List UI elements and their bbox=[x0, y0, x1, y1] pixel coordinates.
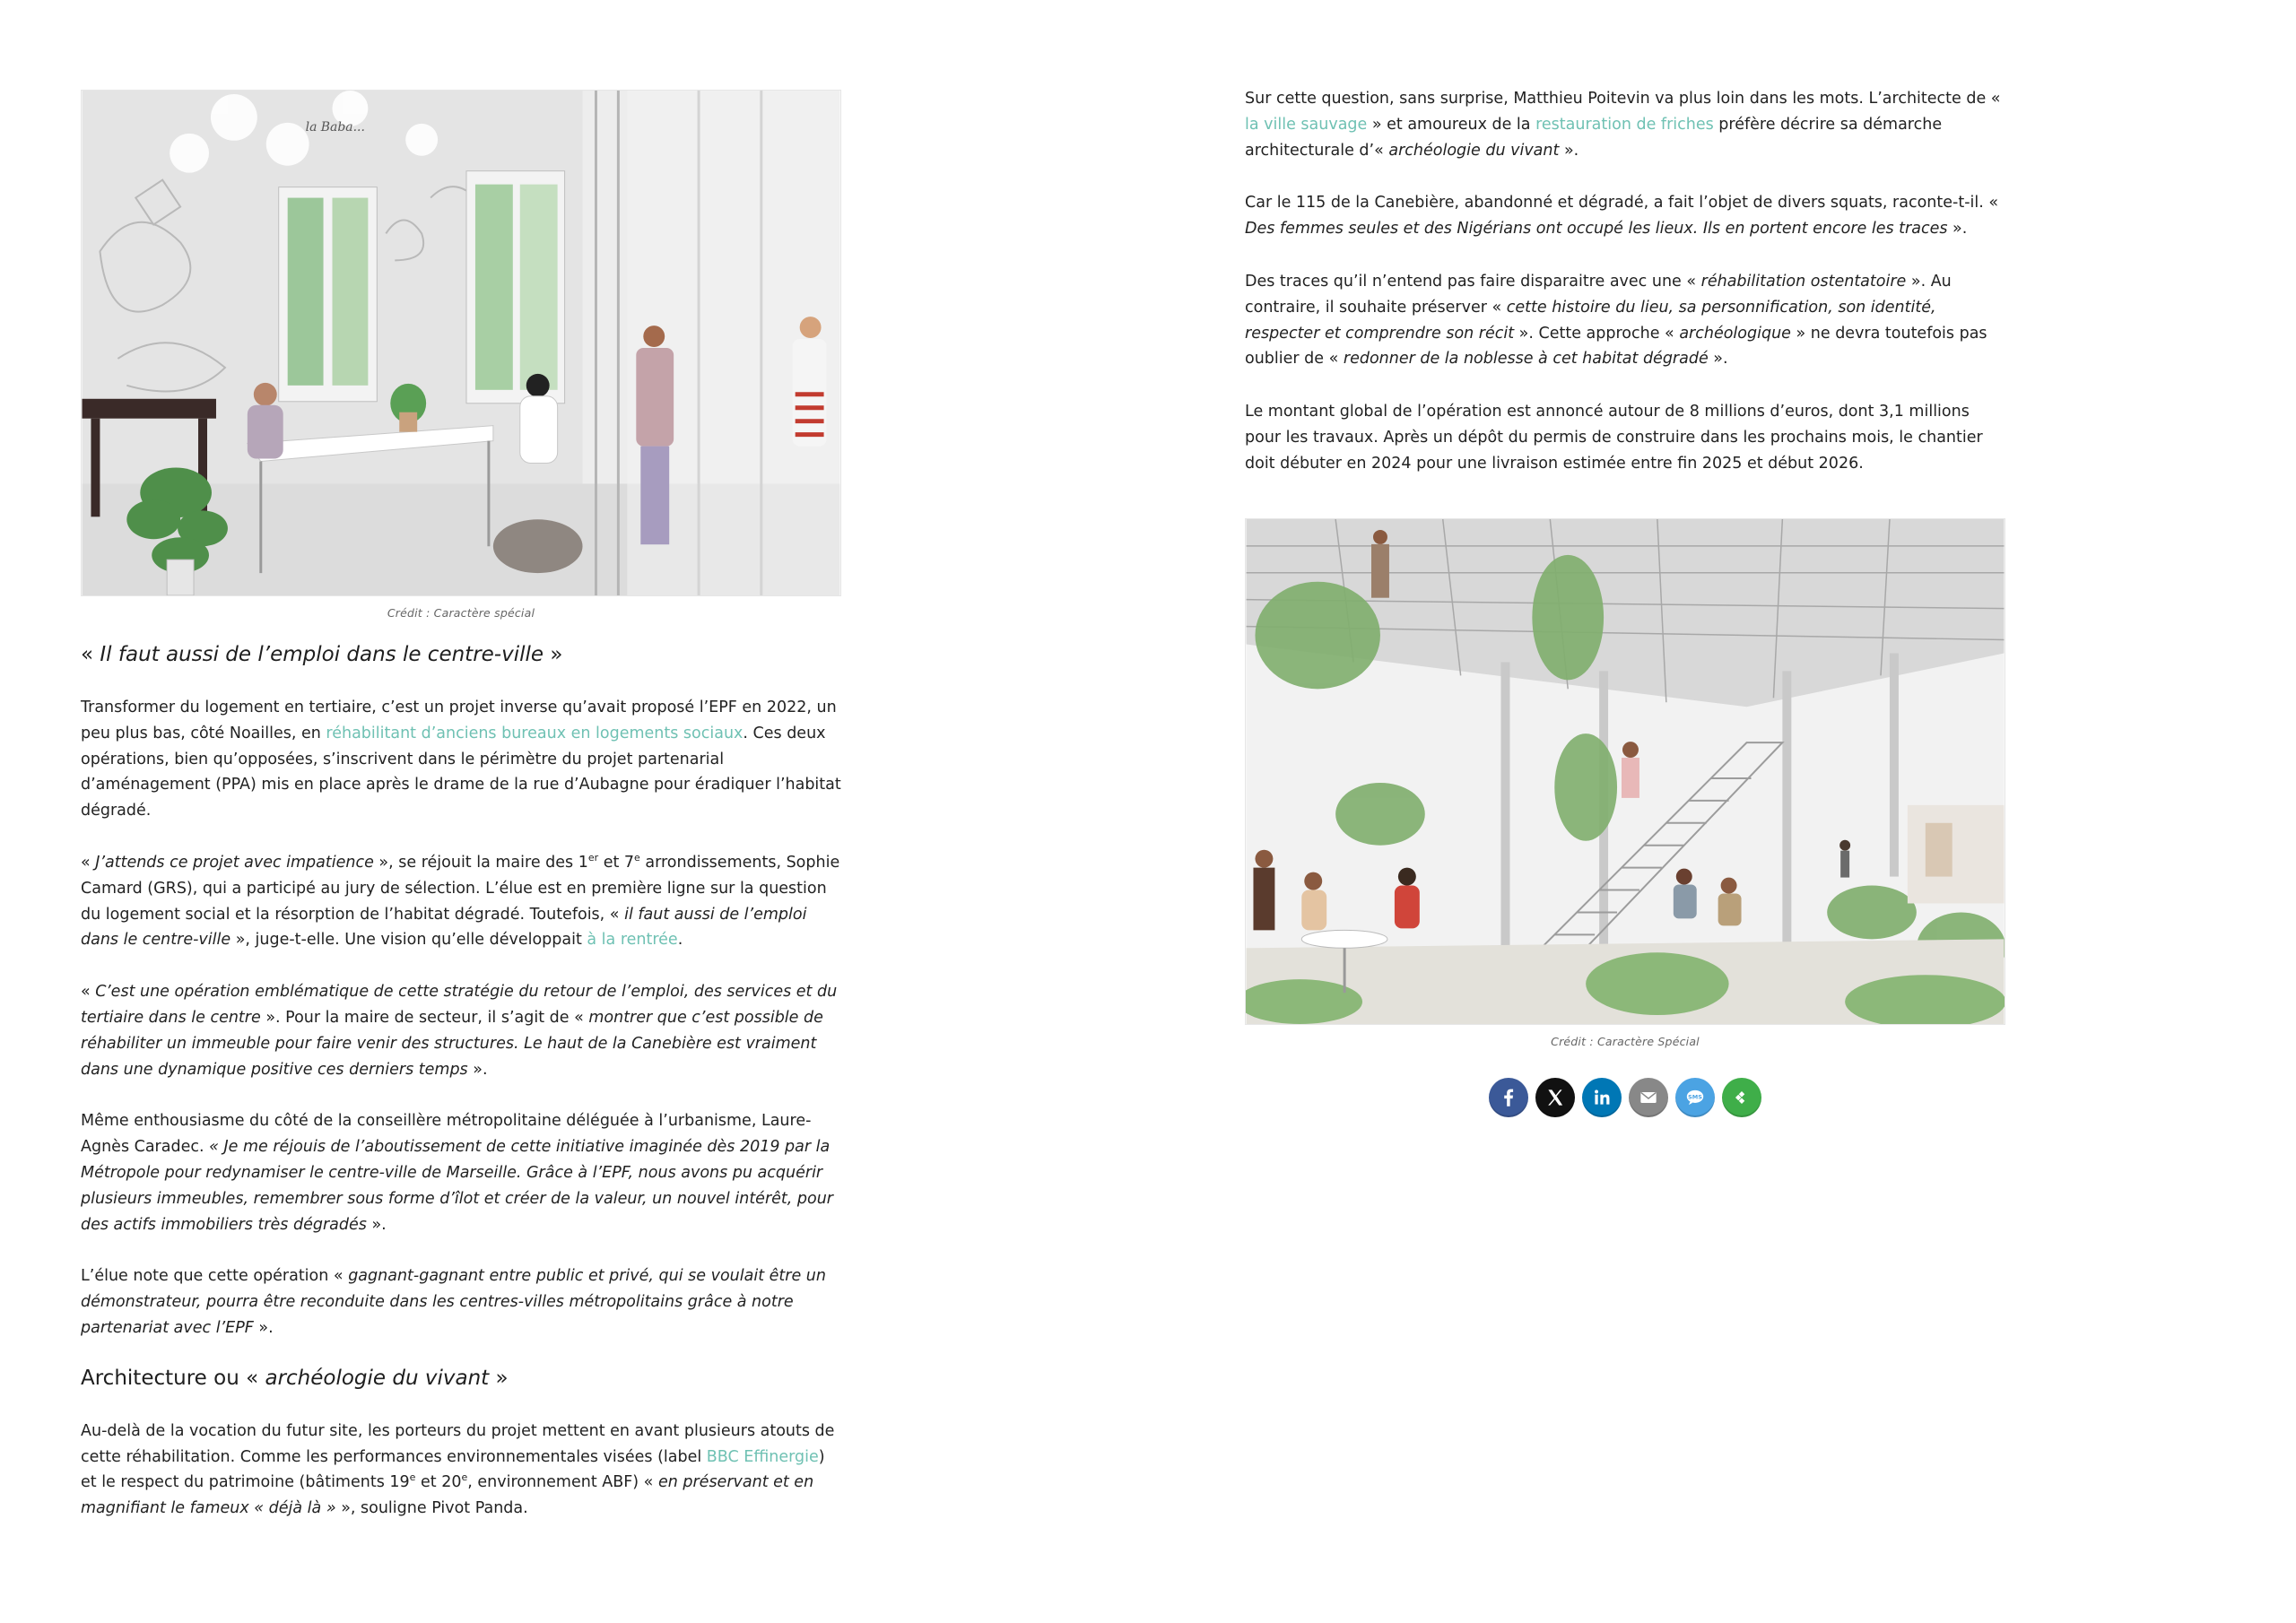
share-buttons bbox=[1245, 1078, 2005, 1117]
sms-share-button[interactable] bbox=[1675, 1078, 1715, 1117]
courtyard-illustration bbox=[1245, 518, 2005, 1025]
link-ville-sauvage[interactable]: la ville sauvage bbox=[1245, 115, 1368, 134]
x-icon bbox=[1544, 1086, 1567, 1109]
link-rehabilitant-bureaux[interactable]: réhabilitant d’anciens bureaux en logements sociaux bbox=[326, 724, 744, 742]
link-a-la-rentree[interactable]: à la rentrée bbox=[587, 931, 678, 950]
paragraph-traces: Des traces qu’il n’entend pas faire disparaitre avec une « réhabilitation ostentatoire ». Au contraire, il souhaite préserver « cette histoire du lieu, sa personnification, son identité, respecter et comprendre son récit ». Cette approche « archéologique » ne devra toutefois pas oublier de « redonner de la noblesse à cet habitat dégradé ». bbox=[1245, 272, 1987, 369]
heading-architecture: Architecture ou « archéologie du vivant » bbox=[81, 1366, 509, 1390]
paragraph-poitevin: Sur cette question, sans surprise, Matthieu Poitevin va plus loin dans les mots. L’architecte de « la ville sauvage » et amoureux de la restauration de friches préfère décrire sa démarche architecturale d’« archéologie du vivant ». bbox=[1245, 90, 2001, 160]
wall-sketch-label: la Baba... bbox=[305, 119, 365, 135]
paragraph-impatience: « J’attends ce projet avec impatience », se réjouit la maire des 1er et 7e arrondissements, Sophie Camard (GRS), qui a participé au jury de sélection. L’élue est en première ligne sur la question du logement social et la résorption de l’habitat dégradé. Toutefois, « il faut aussi de l’emploi dans le centre-ville », juge-t-elle. Une vision qu’elle développait à la rentrée. bbox=[81, 852, 840, 950]
facebook-icon bbox=[1497, 1086, 1520, 1109]
figure1-caption: Crédit : Caractère spécial bbox=[387, 606, 535, 620]
figure2-caption: Crédit : Caractère Spécial bbox=[1551, 1034, 1700, 1048]
link-bbc-effinergie[interactable]: BBC Effinergie bbox=[706, 1447, 819, 1466]
facebook-share-button[interactable] bbox=[1489, 1078, 1528, 1117]
article-right-column bbox=[1245, 86, 2005, 1117]
linkedin-share-button[interactable] bbox=[1582, 1078, 1622, 1117]
paragraph-montant: Le montant global de l’opération est annoncé autour de 8 millions d’euros, dont 3,1 millions pour les travaux. Après un dépôt du permis de construire dans les prochains mois, le chantier doit débuter en 2024 pour une livraison estimée entre fin 2025 et début 2026. bbox=[1245, 403, 1983, 473]
office-illustration bbox=[81, 90, 841, 596]
office-illustration-figure bbox=[81, 90, 841, 620]
more-icon bbox=[1730, 1086, 1753, 1109]
sms-icon bbox=[1683, 1086, 1707, 1109]
linkedin-icon bbox=[1590, 1086, 1613, 1109]
svg-text:SMS: SMS bbox=[1688, 1092, 1702, 1100]
email-icon bbox=[1637, 1086, 1660, 1109]
paragraph-atouts: Au-delà de la vocation du futur site, les porteurs du projet mettent en avant plusieurs atouts de cette réhabilitation. Comme les performances environnementales visées (label BBC Effinergie) et le respect du patrimoine (bâtiments 19e et 20e, environnement ABF) « en préservant et en magnifiant le fameux « déjà là » », souligne Pivot Panda. bbox=[81, 1421, 835, 1518]
link-restauration-friches[interactable]: restauration de friches bbox=[1535, 115, 1714, 134]
paragraph-gagnant: L’élue note que cette opération « gagnant-gagnant entre public et privé, qui se voulait être un démonstrateur, pourra être reconduite dans les centres-villes métropolitains grâce à notre partenariat avec l’EPF ». bbox=[81, 1267, 826, 1337]
courtyard-illustration-figure bbox=[1245, 518, 2005, 1048]
paragraph-enthousiasme: Même enthousiasme du côté de la conseillère métropolitaine déléguée à l’urbanisme, Laure-Agnès Caradec. « Je me réjouis de l’aboutissement de cette initiative imaginée dès 2019 par la Métropole pour redynamiser le centre-ville de Marseille. Grâce à l’EPF, nous avons pu acquérir plusieurs immeubles, remembrer sous forme d’îlot et créer de la valeur, un nouvel intérêt, pour des actifs immobiliers très dégradés ». bbox=[81, 1112, 833, 1234]
email-share-button[interactable] bbox=[1629, 1078, 1668, 1117]
paragraph-strategie: « C’est une opération emblématique de cette stratégie du retour de l’emploi, des services et du tertiaire dans le centre ». Pour la maire de secteur, il s’agit de « montrer que c’est possible de réhabiliter un immeuble pour faire venir des structures. Le haut de la Canebière est vraiment dans une dynamique positive ces derniers temps ». bbox=[81, 983, 838, 1079]
paragraph-tertiaire: Transformer du logement en tertiaire, c’est un projet inverse qu’avait proposé l’EPF en 2022, un peu plus bas, côté Noailles, en réhabilitant d’anciens bureaux en logements sociaux. Ces deux opérations, bien qu’opposées, s’inscrivent dans le périmètre du projet partenarial d’aménagement (PPA) mis en place après le drame de la rue d’Aubagne pour éradiquer l’habitat dégradé. bbox=[81, 699, 841, 820]
heading-emploi: « Il faut aussi de l’emploi dans le centre-ville » bbox=[81, 643, 563, 666]
article-left-column bbox=[81, 90, 841, 1522]
paragraph-squats: Car le 115 de la Canebière, abandonné et dégradé, a fait l’objet de divers squats, raconte-t-il. « Des femmes seules et des Nigérians ont occupé les lieux. Ils en portent encore les traces ». bbox=[1245, 194, 1999, 239]
more-share-button[interactable] bbox=[1722, 1078, 1761, 1117]
x-share-button[interactable] bbox=[1535, 1078, 1575, 1117]
